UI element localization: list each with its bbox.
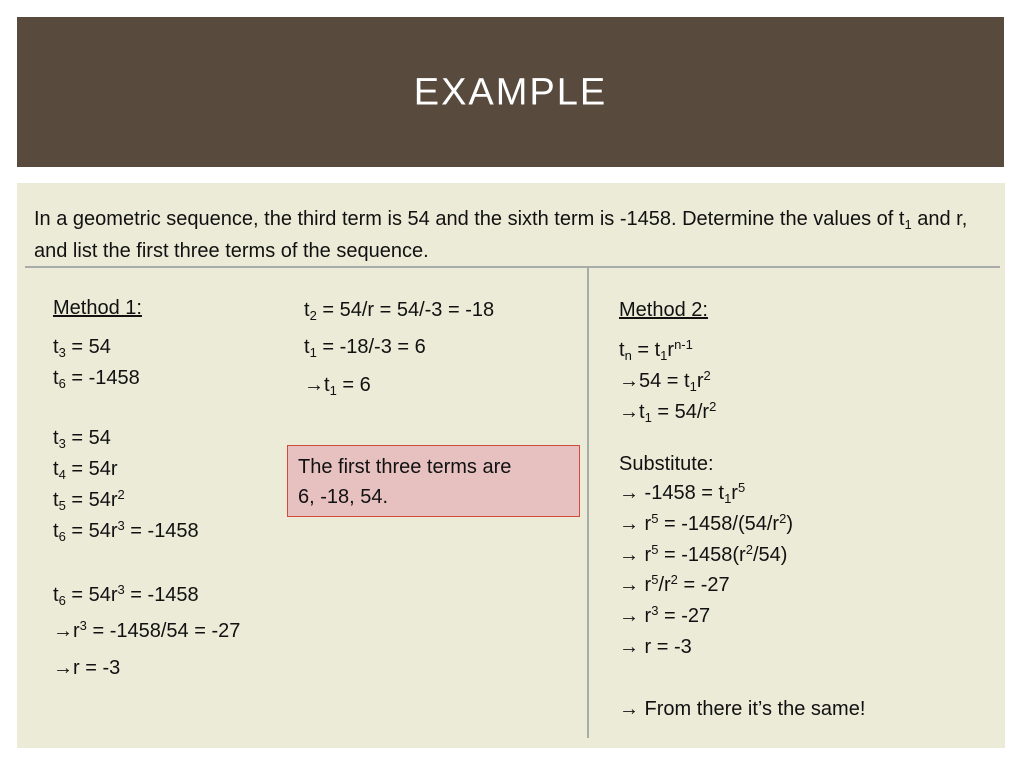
m2-l2: $\to 54 = t_1r^2$ bbox=[619, 368, 711, 394]
mid-t1: $t_1 = -18/-3 = 6$ bbox=[304, 336, 426, 360]
title-bar bbox=[17, 17, 1004, 167]
method2-heading: Method 2: bbox=[619, 299, 708, 321]
m2-s2: → $r^5 = -1458/(54/r^2)$ bbox=[619, 511, 793, 535]
arrow-right-icon: → bbox=[619, 636, 639, 658]
arrow-right-icon: → bbox=[619, 513, 639, 535]
content-panel bbox=[17, 183, 1005, 748]
arrow-right-icon: → bbox=[619, 544, 639, 566]
problem-statement bbox=[34, 203, 984, 267]
vertical-divider bbox=[587, 268, 589, 738]
m2-l3: $\to t_1 = 54/r^2$ bbox=[619, 399, 717, 425]
arrow-right-icon: → bbox=[53, 657, 73, 679]
m1-b-t5: $t_5 = 54r^2$ bbox=[53, 487, 125, 513]
m2-s3: → $r^5 = -1458(r^2/54)$ bbox=[619, 542, 788, 566]
method1-heading: Method 1: bbox=[53, 297, 142, 319]
m1-c-t6: $t_6 = 54r^3 = -1458$ bbox=[53, 582, 199, 608]
m2-final: → From there it’s the same! bbox=[619, 698, 866, 720]
horizontal-divider bbox=[25, 266, 1000, 268]
answer-callout bbox=[287, 445, 580, 517]
m1-b-t4: $t_4 = 54r$ bbox=[53, 458, 118, 482]
m2-s5: → $r^3 = -27$ bbox=[619, 603, 711, 627]
m1-c-r: →r = -3 bbox=[53, 657, 121, 679]
arrow-right-icon: → bbox=[619, 698, 639, 720]
problem-text-1: In a geometric sequence, the third term is 54 and the sixth term is -1458. Determine the values of t bbox=[34, 208, 905, 230]
slide-title: EXAMPLE bbox=[413, 71, 608, 114]
m2-s6: → r = -3 bbox=[619, 636, 692, 658]
m1-b-t3: $t_3 = 54$ bbox=[53, 427, 111, 451]
m2-substitute-heading: Substitute: bbox=[619, 453, 714, 475]
problem-subscript: 1 bbox=[904, 217, 912, 232]
m1-b-t6: $t_6 = 54r^3 = -1458$ bbox=[53, 518, 199, 544]
arrow-right-icon: → bbox=[53, 620, 73, 642]
m1-t6: $t_6 = -1458$ bbox=[53, 367, 140, 391]
m2-s4: → $r^5/r^2 = -27$ bbox=[619, 572, 730, 596]
m1-c-r3: $\to r^3 = -1458/54 = -27$ bbox=[53, 618, 241, 642]
mid-t1b: $\to t_1 = 6$ bbox=[304, 374, 371, 398]
arrow-right-icon: → bbox=[304, 374, 324, 396]
arrow-right-icon: → bbox=[619, 482, 639, 504]
arrow-right-icon: → bbox=[619, 401, 639, 423]
callout-line-1: The first three terms are bbox=[298, 456, 512, 478]
arrow-right-icon: → bbox=[619, 605, 639, 627]
callout-line-2: 6, -18, 54. bbox=[298, 486, 389, 508]
problem-text-2: and r, and list the first three terms of the sequence. bbox=[34, 208, 968, 262]
m2-tn: $t_n = t_1r^{n-1}$ bbox=[619, 337, 693, 363]
m2-s1: → $-1458 = t_1r^5$ bbox=[619, 480, 746, 506]
m1-t3: $t_3 = 54$ bbox=[53, 336, 111, 360]
arrow-right-icon: → bbox=[619, 370, 639, 392]
arrow-right-icon: → bbox=[619, 574, 639, 596]
mid-t2: $t_2 = 54/r = 54/-3 = -18$ bbox=[304, 299, 495, 323]
